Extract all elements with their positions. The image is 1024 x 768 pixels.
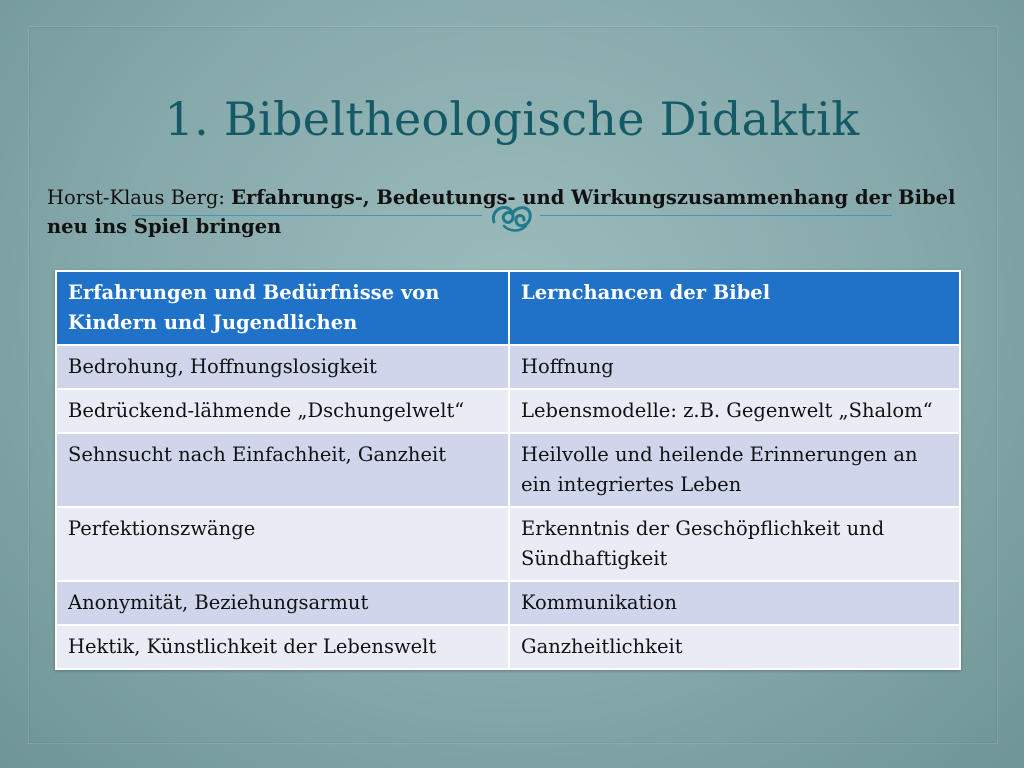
cell-experience: Anonymität, Beziehungsarmut	[56, 581, 509, 625]
cell-experience: Perfektionszwänge	[56, 507, 509, 581]
header-experiences: Erfahrungen und Bedürfnisse von Kindern und Jugendlichen	[56, 271, 509, 345]
subtitle-topic: Erfahrungs-, Bedeutungs- und Wirkungszusammenhang der Bibel neu ins Spiel bringen	[47, 186, 956, 238]
table-row	[56, 507, 960, 581]
cell-learning-chance: Ganzheitlichkeit	[509, 625, 960, 669]
cell-learning-chance: Erkenntnis der Geschöpflichkeit und Sündhaftigkeit	[509, 507, 960, 581]
cell-experience: Bedrückend-lähmende „Dschungelwelt“	[56, 389, 509, 433]
cell-experience: Sehnsucht nach Einfachheit, Ganzheit	[56, 433, 509, 507]
table-row	[56, 581, 960, 625]
slide-title: 1. Bibeltheologische Didaktik	[164, 92, 860, 146]
table-row	[56, 625, 960, 669]
cell-experience: Hektik, Künstlichkeit der Lebenswelt	[56, 625, 509, 669]
header-learning-chances: Lernchancen der Bibel	[509, 271, 960, 345]
table-row	[56, 345, 960, 389]
cell-learning-chance: Lebensmodelle: z.B. Gegenwelt „Shalom“	[509, 389, 960, 433]
subtitle-author: Horst-Klaus Berg:	[47, 186, 232, 209]
table-row	[56, 389, 960, 433]
table-row	[56, 433, 960, 507]
cell-experience: Bedrohung, Hoffnungslosigkeit	[56, 345, 509, 389]
cell-learning-chance: Kommunikation	[509, 581, 960, 625]
scroll-flourish-icon	[486, 192, 538, 238]
table-header-row	[56, 271, 960, 345]
cell-learning-chance: Hoffnung	[509, 345, 960, 389]
comparison-table	[55, 270, 961, 670]
cell-learning-chance: Heilvolle und heilende Erinnerungen an ein integriertes Leben	[509, 433, 960, 507]
